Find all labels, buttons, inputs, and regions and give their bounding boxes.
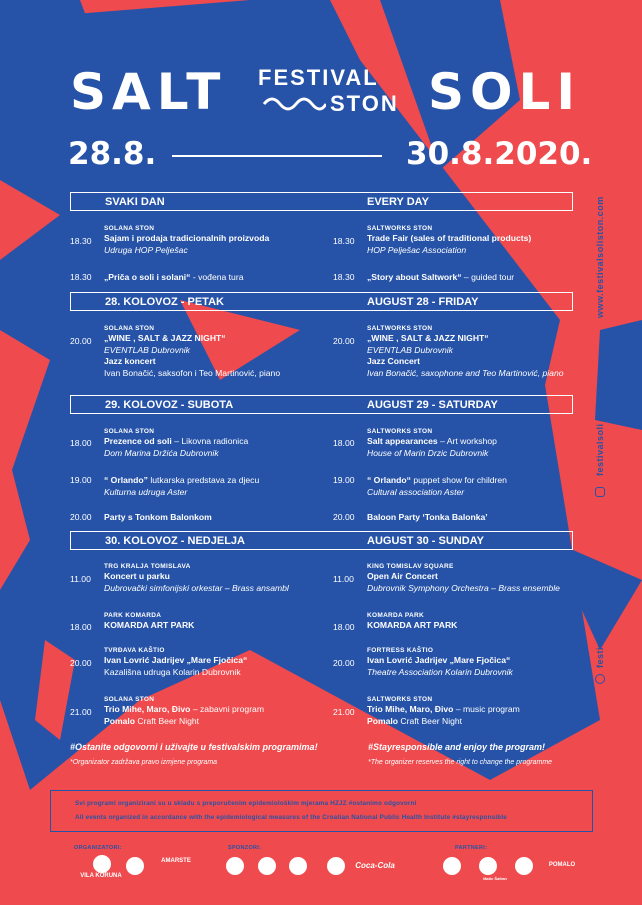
event-title: Trio Mihe, Maro, Đivo (367, 704, 454, 714)
event-title: Trade Fair (sales of traditional products) (367, 233, 532, 243)
event-hr (104, 224, 269, 256)
salt-wordmark: SALT (70, 63, 227, 121)
event-title: Trio Mihe, Maro, Đivo (104, 704, 191, 714)
event-title: Prezence od soli (104, 436, 172, 446)
organizer: Kulturna udruga Aster (104, 486, 188, 497)
event-hr (104, 646, 247, 678)
event-hr (104, 562, 289, 594)
organizers-label: ORGANIZATORI: (74, 845, 122, 851)
event-subtitle: Pomalo (367, 715, 399, 726)
event-time: 18.00 (70, 622, 92, 632)
event-desc: puppet show for children (410, 475, 507, 485)
venue: SOLANA STON (104, 696, 155, 703)
event-hr (104, 695, 264, 727)
organizer: House of Marin Drzic Dubrovnik (367, 447, 489, 458)
sponsor-logo (126, 857, 144, 875)
venue: SOLANA STON (104, 325, 155, 332)
event-title: Koncert u parku (104, 571, 170, 581)
event-desc: Craft Beer Night (398, 715, 463, 726)
event-en (367, 272, 514, 284)
bar-label-en: AUGUST 29 - SATURDAY (367, 399, 498, 411)
bar-label-hr: SVAKI DAN (105, 196, 165, 208)
event-time: 18.30 (333, 272, 355, 282)
venue: SALTWORKS STON (367, 325, 433, 332)
venue: PARK KOMARDA (104, 612, 162, 619)
performers: Ivan Bonačić, saksofon i Teo Martinović, piano (104, 367, 281, 378)
event-time: 19.00 (70, 475, 92, 485)
disclaimer-hr: *Organizator zadržava pravo izmjene programa (70, 759, 218, 766)
event-time: 18.00 (333, 622, 355, 632)
event-desc: Craft Beer Night (135, 715, 200, 726)
event-en (367, 562, 560, 594)
section-bar-aug30 (70, 531, 573, 550)
event-en (367, 324, 564, 379)
organizer: Udruga HOP Pelješac (104, 244, 188, 255)
sponsor-logo (93, 855, 111, 873)
event-en (367, 611, 457, 632)
venue: TVRĐAVA KAŠTIO (104, 647, 165, 654)
start-date: 28.8. (68, 136, 157, 172)
bar-label-en: AUGUST 28 - FRIDAY (367, 296, 479, 308)
event-title: Open Air Concert (367, 571, 438, 581)
organizer: Kazališna udruga Kolarin Dubrovnik (104, 666, 241, 677)
sponsor-logo (443, 857, 461, 875)
sponsor-logo (479, 857, 497, 875)
venue: KING TOMISLAV SQUARE (367, 563, 454, 570)
event-desc: – guided tour (461, 272, 515, 282)
organizer: Dubrovnik Symphony Orchestra – Brass ensemble (367, 582, 560, 593)
epidemiology-notice (50, 790, 593, 832)
venue: SALTWORKS STON (367, 428, 433, 435)
event-hr (104, 272, 243, 284)
event-time: 11.00 (333, 574, 354, 584)
event-time: 20.00 (333, 512, 355, 522)
logo-amarste: AMARSTE (161, 858, 191, 864)
event-hr (104, 611, 194, 632)
event-title: „WINE , SALT & JAZZ NIGHT“ (367, 333, 489, 343)
event-en (367, 224, 531, 256)
organizer: Dubrovački simfonijski orkestar – Brass ansambl (104, 582, 289, 593)
event-time: 20.00 (70, 336, 92, 346)
event-title: KOMARDA ART PARK (104, 620, 195, 630)
event-en (367, 646, 513, 678)
event-title: „Story about Saltwork“ (367, 272, 462, 282)
event-desc: lutkarska predstava za djecu (147, 475, 260, 485)
section-bar-aug28 (70, 292, 573, 311)
notice-en: All events organized in accordance with the epidemiological measures of the Croatian National Public Health Institute #stayresponsible (75, 814, 507, 821)
hashtag-en: #Stayresponsible and enjoy the program! (368, 742, 546, 752)
event-hr (104, 475, 259, 498)
bar-label-hr: 28. KOLOVOZ - PETAK (105, 296, 224, 308)
venue: SALTWORKS STON (367, 225, 433, 232)
event-subtitle: Jazz Concert (367, 356, 421, 366)
website-link[interactable]: www.festivalsoliston.com (595, 196, 605, 318)
festival-logo (0, 62, 642, 122)
event-title: KOMARDA ART PARK (367, 620, 458, 630)
event-desc: - vođena tura (190, 272, 244, 282)
partners-label: PARTNERI: (455, 845, 488, 851)
event-desc: – zabavni program (190, 704, 265, 714)
event-title: Party s Tonkom Balonkom (104, 512, 212, 522)
bar-label-en: EVERY DAY (367, 196, 429, 208)
event-time: 18.30 (70, 272, 92, 282)
venue: TRG KRALJA TOMISLAVA (104, 563, 191, 570)
event-en (367, 427, 497, 459)
event-en (367, 512, 488, 524)
event-desc: – Art workshop (437, 436, 497, 446)
event-en (367, 475, 507, 498)
sponsor-logo (226, 857, 244, 875)
organizer: Theatre Association Kolarin Dubrovnik (367, 666, 513, 677)
event-title: “ Orlando” (104, 475, 148, 485)
event-desc: – Likovna radionica (171, 436, 249, 446)
event-time: 11.00 (70, 574, 91, 584)
event-hr (104, 427, 248, 459)
event-time: 20.00 (333, 658, 355, 668)
venue: SOLANA STON (104, 428, 155, 435)
event-hr (104, 324, 280, 379)
festival-wordmark: FESTIVAL (258, 65, 379, 90)
bar-label-hr: 30. KOLOVOZ - NEDJELJA (105, 535, 245, 547)
organizer: Cultural association Aster (367, 486, 465, 497)
logo-pomalo: POMALO (548, 862, 576, 868)
logo-coca-cola: Coca-Cola (355, 861, 395, 870)
event-desc: – music program (453, 704, 520, 714)
disclaimer-en: *The organizer reserves the right to change the programme (368, 759, 553, 766)
bar-label-en: AUGUST 30 - SUNDAY (367, 535, 484, 547)
section-bar-daily (70, 192, 573, 211)
notice-hr: Svi programi organizirani su u skladu s preporučenim epidemiološkim mjerama HZJZ #ostanimo odgovorni (75, 800, 417, 807)
event-title: Ivan Lovrić Jadrijev „Mare Fjočica“ (104, 655, 248, 665)
organizer: Dom Marina Držića Dubrovnik (104, 447, 219, 458)
organizer: EVENTLAB Dubrovnik (104, 344, 190, 355)
event-title: Sajam i prodaja tradicionalnih proizvoda (104, 233, 270, 243)
event-time: 18.00 (70, 438, 92, 448)
sponsor-logo (515, 857, 533, 875)
event-time: 21.00 (333, 707, 355, 717)
logo-matic: Matic Šafran (483, 876, 507, 881)
event-title: „WINE , SALT & JAZZ NIGHT“ (104, 333, 226, 343)
event-time: 20.00 (333, 336, 355, 346)
event-title: Ivan Lovrić Jadrijev „Mare Fjočica“ (367, 655, 511, 665)
event-en (367, 695, 520, 727)
sponsor-logo (289, 857, 307, 875)
event-time: 18.30 (333, 236, 355, 246)
event-time: 21.00 (70, 707, 92, 717)
wave-icon (262, 94, 326, 114)
facebook-icon[interactable] (595, 674, 605, 684)
date-divider (172, 155, 382, 157)
event-subtitle: Pomalo (104, 715, 136, 726)
event-title: Salt appearances (367, 436, 438, 446)
event-title: “ Orlando“ (367, 475, 411, 485)
end-date: 30.8.2020. (406, 136, 593, 172)
instagram-handle[interactable]: festivalsoli (595, 423, 605, 476)
bar-label-hr: 29. KOLOVOZ - SUBOTA (105, 399, 234, 411)
event-subtitle: Jazz koncert (104, 356, 156, 366)
event-time: 18.30 (70, 236, 92, 246)
venue: SALTWORKS STON (367, 696, 433, 703)
logo-vila-koruna: VILA KORUNA (80, 873, 122, 879)
facebook-handle[interactable]: festivalsoli (595, 615, 605, 668)
event-title: Baloon Party ‘Tonka Balonka’ (367, 512, 488, 522)
soli-wordmark: SOLI (428, 63, 581, 121)
event-time: 18.00 (333, 438, 355, 448)
ston-wordmark: STON (330, 91, 399, 116)
venue: SOLANA STON (104, 225, 155, 232)
hashtag-hr: #Ostanite odgovorni i uživajte u festivalskim programima! (70, 742, 318, 752)
sponsor-logo (258, 857, 276, 875)
organizer: EVENTLAB Dubrovnik (367, 344, 453, 355)
organizer: HOP Pelješac Association (367, 244, 467, 255)
sponsor-logo (327, 857, 345, 875)
event-time: 20.00 (70, 512, 92, 522)
event-time: 19.00 (333, 475, 355, 485)
venue: KOMARDA PARK (367, 612, 425, 619)
event-hr (104, 512, 212, 524)
instagram-icon[interactable] (595, 487, 605, 497)
performers: Ivan Bonačić, saxophone and Teo Martinović, piano (367, 367, 564, 378)
sponsors-label: SPONZORI: (228, 845, 262, 851)
section-bar-aug29 (70, 395, 573, 414)
venue: FORTRESS KAŠTIO (367, 647, 434, 654)
event-title: „Priča o soli i solani“ (104, 272, 191, 282)
event-time: 20.00 (70, 658, 92, 668)
